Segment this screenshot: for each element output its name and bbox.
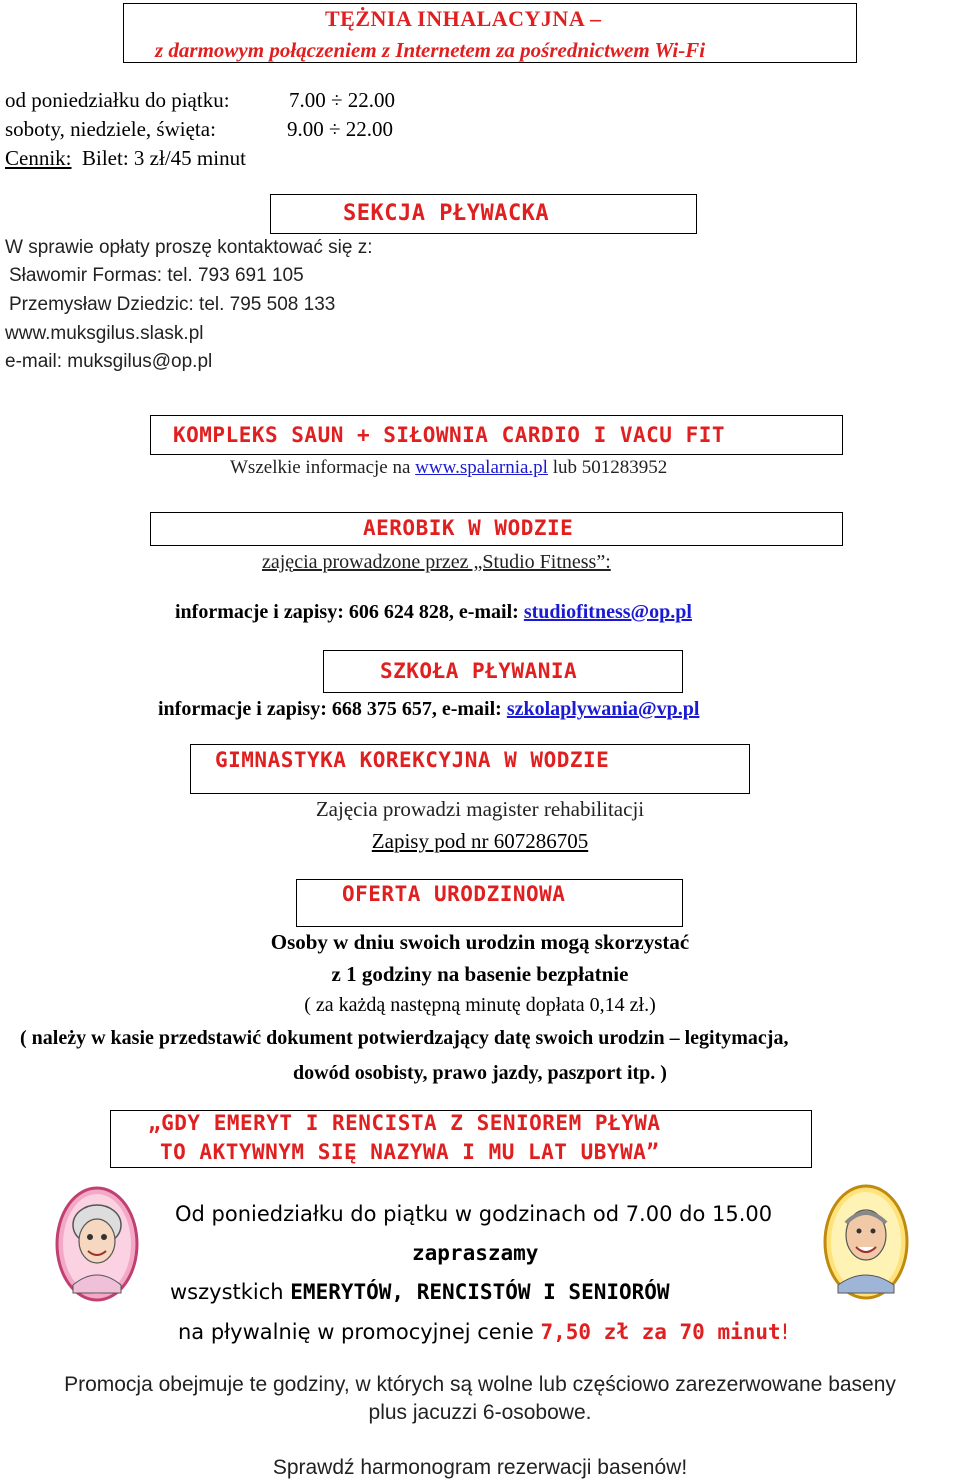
kompleks-info-prefix: Wszelkie informacje na [230, 457, 411, 478]
spalarnia-link[interactable]: www.spalarnia.pl [415, 457, 548, 478]
szkola-line-prefix: informacje i zapisy: 668 375 657, e-mail: [158, 698, 502, 720]
aerobik-line2-prefix: informacje i zapisy: 606 624 828, e-mail: [175, 601, 519, 623]
seniorzy-line4-prefix: na pływalnię w promocyjnej cenie [178, 1320, 534, 1344]
footer-line1: Promocja obejmuje te godziny, w których są wolne lub częściowo zarezerwowane baseny [64, 1373, 896, 1396]
gimnastyka-title: GIMNASTYKA KOREKCYJNA W WODZIE [215, 748, 610, 772]
price-label-text: Cennik: [5, 146, 72, 170]
aerobik-line2 [175, 601, 692, 624]
urodziny-line4: ( należy w kasie przedstawić dokument potwierdzający datę swoich urodzin – legitymacja, [20, 1027, 789, 1049]
urodziny-line2: z 1 godziny na basenie bezpłatnie [331, 962, 629, 986]
sekcja-line2: Sławomir Formas: tel. 793 691 105 [9, 265, 304, 286]
urodziny-line1: Osoby w dniu swoich urodzin mogą skorzystać [270, 930, 690, 954]
gimnastyka-line1: Zajęcia prowadzi magister rehabilitacji [315, 797, 645, 821]
sekcja-title: SEKCJA PŁYWACKA [343, 201, 550, 226]
gimnastyka-line2 [0, 829, 960, 854]
szkola-title: SZKOŁA PŁYWANIA [380, 659, 578, 683]
seniorzy-title1: „GDY EMERYT I RENCISTA Z SENIOREM PŁYWA [148, 1111, 661, 1135]
kompleks-info [230, 457, 667, 479]
weekend-label: soboty, niedziele, święta: [5, 117, 216, 141]
weekdays-label: od poniedziałku do piątku: [5, 88, 230, 112]
footer-line3: Sprawdź harmonogram rezerwacji basenów! [272, 1456, 688, 1479]
tezna-subtitle: z darmowym połączeniem z Internetem za pośrednictwem Wi-Fi [155, 38, 706, 62]
szkola-line [158, 698, 699, 721]
sekcja-line4[interactable]: www.muksgilus.slask.pl [5, 323, 204, 344]
gimnastyka-zapisy: Zapisy pod nr 607286705 [371, 829, 589, 853]
seniorzy-line1: Od poniedziałku do piątku w godzinach od 7.00 do 15.00 [175, 1202, 773, 1226]
price-text: Bilet: 3 zł/45 minut [82, 146, 246, 170]
urodziny-line3: ( za każdą następną minutę dopłata 0,14 zł.) [304, 994, 656, 1016]
sekcja-line3: Przemysław Dziedzic: tel. 795 508 133 [9, 294, 336, 315]
seniorzy-line3-bold: EMERYTÓW, RENCISTÓW I SENIORÓW [290, 1280, 670, 1304]
aerobik-line1: zajęcia prowadzone przez „Studio Fitness”: [262, 551, 611, 573]
kompleks-title: KOMPLEKS SAUN + SIŁOWNIA CARDIO I VACU FIT [173, 423, 726, 447]
aerobik-title: AEROBIK W WODZIE [363, 516, 574, 540]
weekend-hours: 9.00 ÷ 22.00 [287, 117, 394, 141]
seniorzy-exclaim: ! [780, 1320, 790, 1344]
seniorzy-line4 [178, 1320, 789, 1344]
seniorzy-price: 7,50 zł za 70 minut [540, 1320, 781, 1344]
tezna-title: TĘŻNIA INHALACYJNA – [325, 6, 602, 31]
seniorzy-title2: TO AKTYWNYM SIĘ NAZYWA I MU LAT UBYWA” [160, 1140, 660, 1164]
grandfather-portrait [822, 1183, 910, 1301]
sekcja-line1: W sprawie opłaty proszę kontaktować się z: [5, 237, 373, 258]
szkolaplywania-link[interactable]: szkolaplywania@vp.pl [506, 698, 700, 720]
kompleks-info-suffix: lub 501283952 [552, 457, 668, 478]
urodziny-line5: dowód osobisty, prawo jazdy, paszport itp. ) [293, 1062, 667, 1084]
weekdays-hours: 7.00 ÷ 22.00 [289, 88, 396, 112]
seniorzy-line3 [170, 1280, 670, 1304]
urodziny-title: OFERTA URODZINOWA [342, 882, 566, 906]
sekcja-line5[interactable]: e-mail: muksgilus@op.pl [5, 351, 213, 372]
seniorzy-line3-prefix: wszystkich [170, 1280, 284, 1304]
footer-line2: plus jacuzzi 6-osobowe. [368, 1401, 592, 1424]
grandmother-portrait [55, 1185, 140, 1303]
studiofitness-link[interactable]: studiofitness@op.pl [523, 601, 692, 623]
seniorzy-line2: zapraszamy [412, 1241, 539, 1265]
price-label [5, 146, 246, 171]
